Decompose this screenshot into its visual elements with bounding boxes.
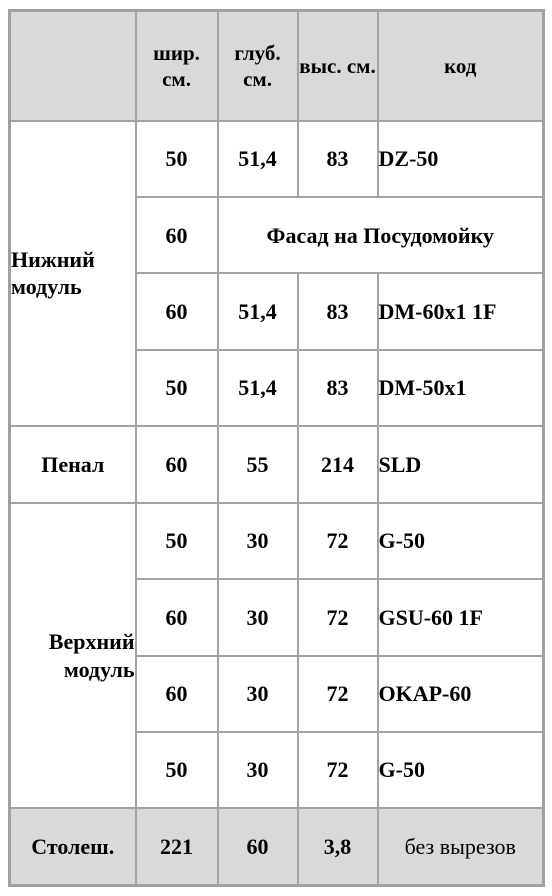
- cell-width: 60: [136, 197, 218, 273]
- cell-width: 50: [136, 350, 218, 426]
- cell-width: 60: [136, 273, 218, 349]
- header-blank-cell: [10, 11, 136, 121]
- header-code: код: [378, 11, 544, 121]
- cell-width: 60: [136, 579, 218, 655]
- cell-depth: 51,4: [218, 121, 298, 197]
- table-row: [10, 426, 544, 502]
- cell-height: 214: [298, 426, 378, 502]
- cell-dishwasher-facade: Фасад на Посудомойку: [218, 197, 544, 273]
- cell-height: 72: [298, 656, 378, 732]
- group-label-pencil: Пенал: [10, 426, 136, 502]
- cell-width: 50: [136, 503, 218, 579]
- group-label-countertop: Столеш.: [10, 808, 136, 885]
- cell-height: 72: [298, 732, 378, 808]
- cell-height: 83: [298, 350, 378, 426]
- table-row: [10, 121, 544, 197]
- cell-width: 60: [136, 656, 218, 732]
- group-label-upper: Верхний модуль: [10, 503, 136, 809]
- cell-width: 221: [136, 808, 218, 885]
- cell-width: 50: [136, 732, 218, 808]
- cell-depth: 30: [218, 732, 298, 808]
- cell-depth: 30: [218, 579, 298, 655]
- table-header-row: [10, 11, 544, 121]
- header-height: выс. см.: [298, 11, 378, 121]
- cell-depth: 60: [218, 808, 298, 885]
- cell-note: без вырезов: [378, 808, 544, 885]
- cell-depth: 55: [218, 426, 298, 502]
- cell-code: DZ-50: [378, 121, 544, 197]
- module-spec-table: [8, 9, 545, 887]
- cell-height: 72: [298, 579, 378, 655]
- cell-width: 50: [136, 121, 218, 197]
- cell-code: DM-50x1: [378, 350, 544, 426]
- cell-code: SLD: [378, 426, 544, 502]
- cell-height: 3,8: [298, 808, 378, 885]
- table-row-countertop: [10, 808, 544, 885]
- cell-depth: 30: [218, 656, 298, 732]
- cell-code: GSU-60 1F: [378, 579, 544, 655]
- cell-height: 72: [298, 503, 378, 579]
- table-row: [10, 503, 544, 579]
- cell-height: 83: [298, 273, 378, 349]
- cell-code: G-50: [378, 503, 544, 579]
- cell-depth: 30: [218, 503, 298, 579]
- cell-depth: 51,4: [218, 273, 298, 349]
- cell-height: 83: [298, 121, 378, 197]
- header-depth: глуб. см.: [218, 11, 298, 121]
- cell-code: G-50: [378, 732, 544, 808]
- group-label-lower: Нижний модуль: [10, 121, 136, 427]
- cell-depth: 51,4: [218, 350, 298, 426]
- header-width: шир. см.: [136, 11, 218, 121]
- cell-width: 60: [136, 426, 218, 502]
- cell-code: OKAP-60: [378, 656, 544, 732]
- cell-code: DM-60x1 1F: [378, 273, 544, 349]
